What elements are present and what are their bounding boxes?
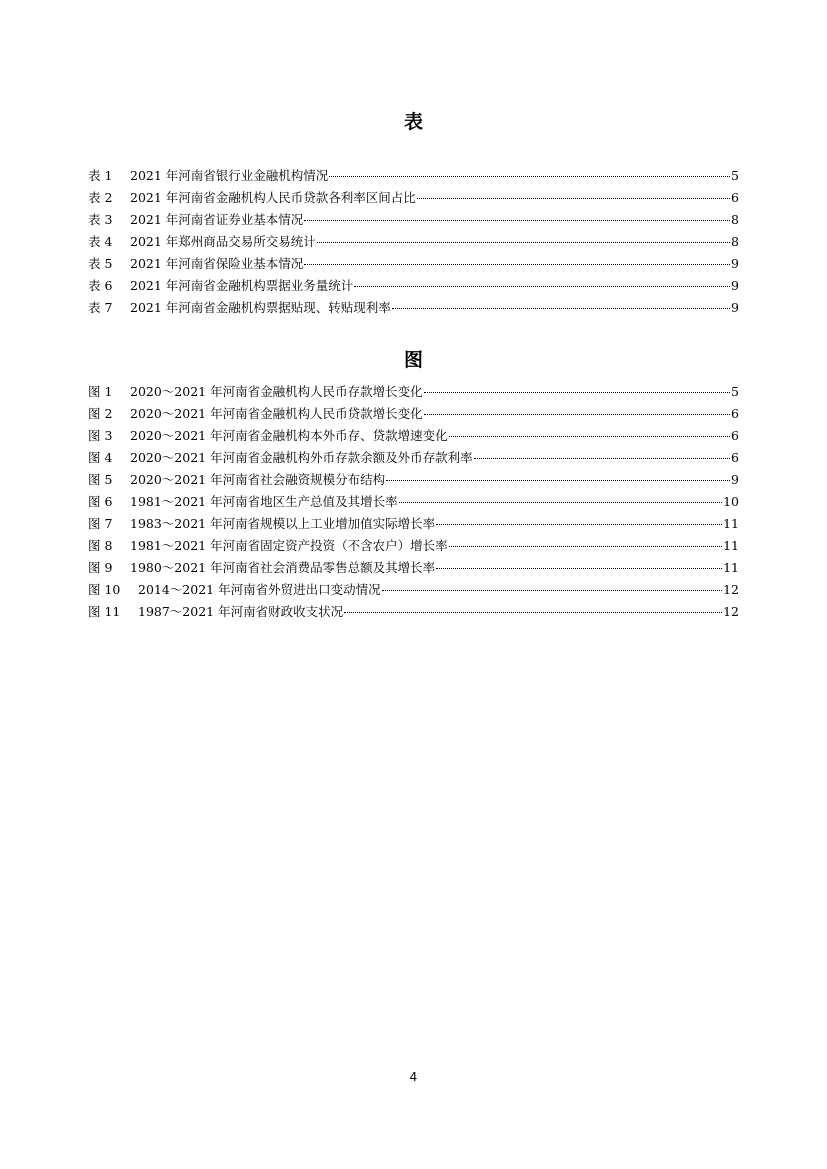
tables-section-heading: 表 [403,111,423,133]
toc-entry[interactable] [88,469,739,491]
toc-entry[interactable] [88,425,739,447]
toc-entry[interactable] [88,275,739,297]
dot-leader [449,436,730,437]
toc-entry-prefix: 图 9 [88,560,113,575]
toc-entry-page: 5 [731,384,739,399]
dot-leader [317,242,730,243]
toc-entry-prefix: 表 6 [88,278,113,293]
toc-entry-page: 8 [731,234,739,249]
toc-entry-page: 11 [723,516,739,531]
dot-leader [304,264,730,265]
toc-entry[interactable] [88,557,739,579]
toc-entry-title: 2020～2021 年河南省金融机构外币存款余额及外币存款利率 [130,450,473,465]
toc-entry[interactable] [88,491,739,513]
toc-entry-title: 2021 年河南省证券业基本情况 [130,212,304,227]
toc-entry[interactable] [88,187,739,209]
toc-entry-prefix: 图 6 [88,494,113,509]
dot-leader [344,612,722,613]
toc-entry-title: 2021 年郑州商品交易所交易统计 [130,234,316,249]
dot-leader [449,546,722,547]
toc-entry-page: 6 [731,190,739,205]
toc-entry[interactable] [88,535,739,557]
dot-leader [399,502,722,503]
toc-entry-title: 1983～2021 年河南省规模以上工业增加值实际增长率 [130,516,436,531]
toc-entry-title: 2021 年河南省金融机构票据贴现、转贴现利率 [130,300,391,315]
toc-entry-page: 9 [731,278,739,293]
dot-leader [424,414,730,415]
toc-entry-page: 6 [731,406,739,421]
dot-leader [417,198,730,199]
toc-entry-title: 1980～2021 年河南省社会消费品零售总额及其增长率 [130,560,436,575]
toc-entry-page: 9 [731,300,739,315]
toc-entry[interactable] [88,165,739,187]
toc-entry-page: 9 [731,472,739,487]
toc-entry[interactable] [88,381,739,403]
toc-entry-page: 5 [731,168,739,183]
toc-entry-prefix: 表 5 [88,256,113,271]
toc-entry-prefix: 图 3 [88,428,113,443]
toc-entry[interactable] [88,579,739,601]
toc-entry[interactable] [88,447,739,469]
toc-entry-page: 11 [723,560,739,575]
dot-leader [474,458,730,459]
toc-entry-prefix: 图 8 [88,538,113,553]
toc-entry-prefix: 表 2 [88,190,113,205]
toc-entry-prefix: 表 4 [88,234,113,249]
toc-entry-title: 2020～2021 年河南省金融机构本外币存、贷款增速变化 [130,428,448,443]
toc-entry-page: 9 [731,256,739,271]
toc-entry[interactable] [88,513,739,535]
toc-entry-prefix: 表 7 [88,300,113,315]
toc-entry-title: 2020～2021 年河南省社会融资规模分布结构 [130,472,386,487]
toc-entry-page: 6 [731,428,739,443]
toc-entry[interactable] [88,601,739,623]
toc-entry-page: 6 [731,450,739,465]
toc-entry-page: 11 [723,538,739,553]
dot-leader [382,590,722,591]
dot-leader [329,176,730,177]
toc-entry-prefix: 图 1 [88,384,113,399]
dot-leader [304,220,730,221]
toc-entry-page: 8 [731,212,739,227]
toc-entry-prefix: 表 3 [88,212,113,227]
toc-entry-prefix: 图 7 [88,516,113,531]
toc-entry-title: 2021 年河南省保险业基本情况 [130,256,304,271]
toc-entry-title: 2021 年河南省金融机构人民币贷款各利率区间占比 [130,190,416,205]
toc-entry[interactable] [88,403,739,425]
toc-entry-prefix: 图 5 [88,472,113,487]
dot-leader [424,392,730,393]
toc-entry-page: 12 [723,604,739,619]
toc-entry-title: 2020～2021 年河南省金融机构人民币贷款增长变化 [130,406,423,421]
toc-entry-title: 2021 年河南省金融机构票据业务量统计 [130,278,354,293]
toc-entry-prefix: 表 1 [88,168,113,183]
figures-list [88,381,739,623]
dot-leader [436,568,722,569]
toc-entry-prefix: 图 10 [88,582,121,597]
figures-section-heading: 图 [403,349,423,371]
page-number: 4 [409,1070,418,1084]
toc-entry-title: 1981～2021 年河南省地区生产总值及其增长率 [130,494,398,509]
toc-entry-title: 1981～2021 年河南省固定资产投资（不含农户）增长率 [130,538,448,553]
toc-entry-prefix: 图 4 [88,450,113,465]
toc-entry-title: 2020～2021 年河南省金融机构人民币存款增长变化 [130,384,423,399]
toc-entry-prefix: 图 11 [88,604,121,619]
tables-list [88,165,739,319]
dot-leader [386,480,730,481]
dot-leader [354,286,730,287]
toc-entry[interactable] [88,253,739,275]
toc-entry-title: 2021 年河南省银行业金融机构情况 [130,168,329,183]
toc-entry[interactable] [88,231,739,253]
toc-entry-page: 10 [723,494,739,509]
toc-entry[interactable] [88,297,739,319]
toc-entry-title: 2014～2021 年河南省外贸进出口变动情况 [138,582,381,597]
toc-entry-page: 12 [723,582,739,597]
dot-leader [436,524,722,525]
dot-leader [392,308,730,309]
toc-entry-prefix: 图 2 [88,406,113,421]
toc-entry[interactable] [88,209,739,231]
toc-entry-title: 1987～2021 年河南省财政收支状况 [138,604,344,619]
